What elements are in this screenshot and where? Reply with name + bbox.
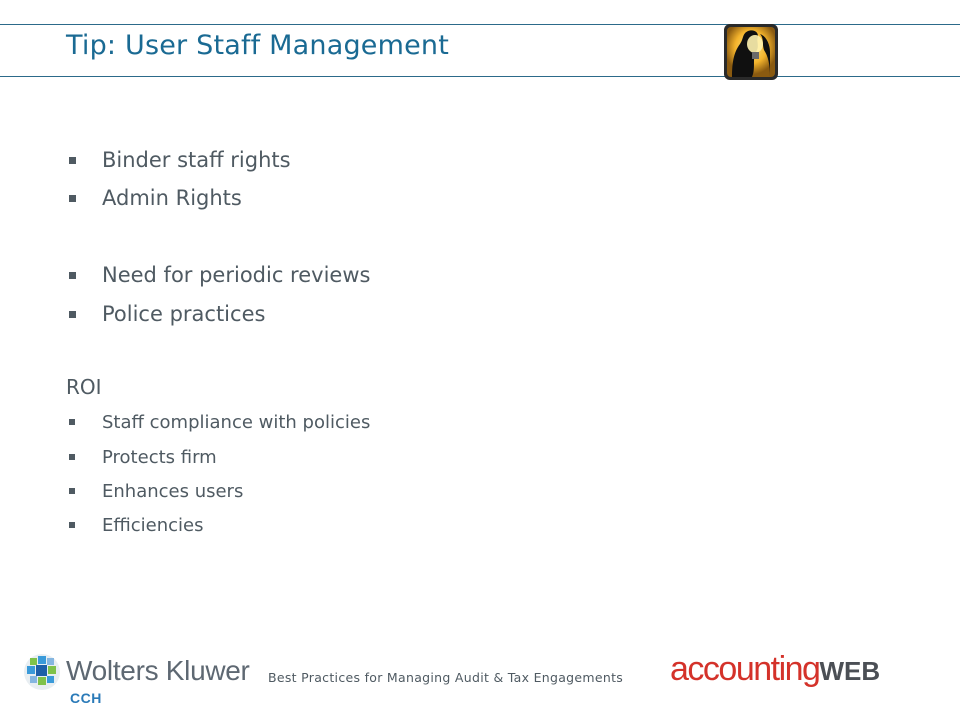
accountingweb-logo-part2: WEB	[819, 656, 881, 686]
bullet-square-icon	[69, 157, 76, 164]
wolters-kluwer-globe-icon	[22, 652, 62, 692]
footer-tagline: Best Practices for Managing Audit & Tax Engagements	[268, 670, 624, 685]
accountingweb-logo	[670, 650, 880, 689]
bullet-square-icon	[69, 272, 76, 279]
bullet-square-icon	[69, 419, 75, 425]
roi-heading: ROI	[66, 375, 102, 399]
bullet-square-icon	[69, 522, 75, 528]
bullet-square-icon	[69, 311, 76, 318]
slide-title: Tip: User Staff Management	[66, 30, 450, 61]
wolters-kluwer-logo-text: Wolters Kluwer	[66, 655, 250, 686]
accountingweb-logo-part1: accounting	[670, 650, 820, 688]
cch-logo-text: CCH	[70, 690, 102, 706]
slide-body: Binder staff rights Admin Rights Need for periodic reviews Police practices ROI Staff compliance with policies Protects firm Enhances users Efficiencies	[66, 148, 371, 536]
bullet-square-icon	[69, 195, 76, 202]
bullet-square-icon	[69, 488, 75, 494]
bullet-square-icon	[69, 454, 75, 460]
